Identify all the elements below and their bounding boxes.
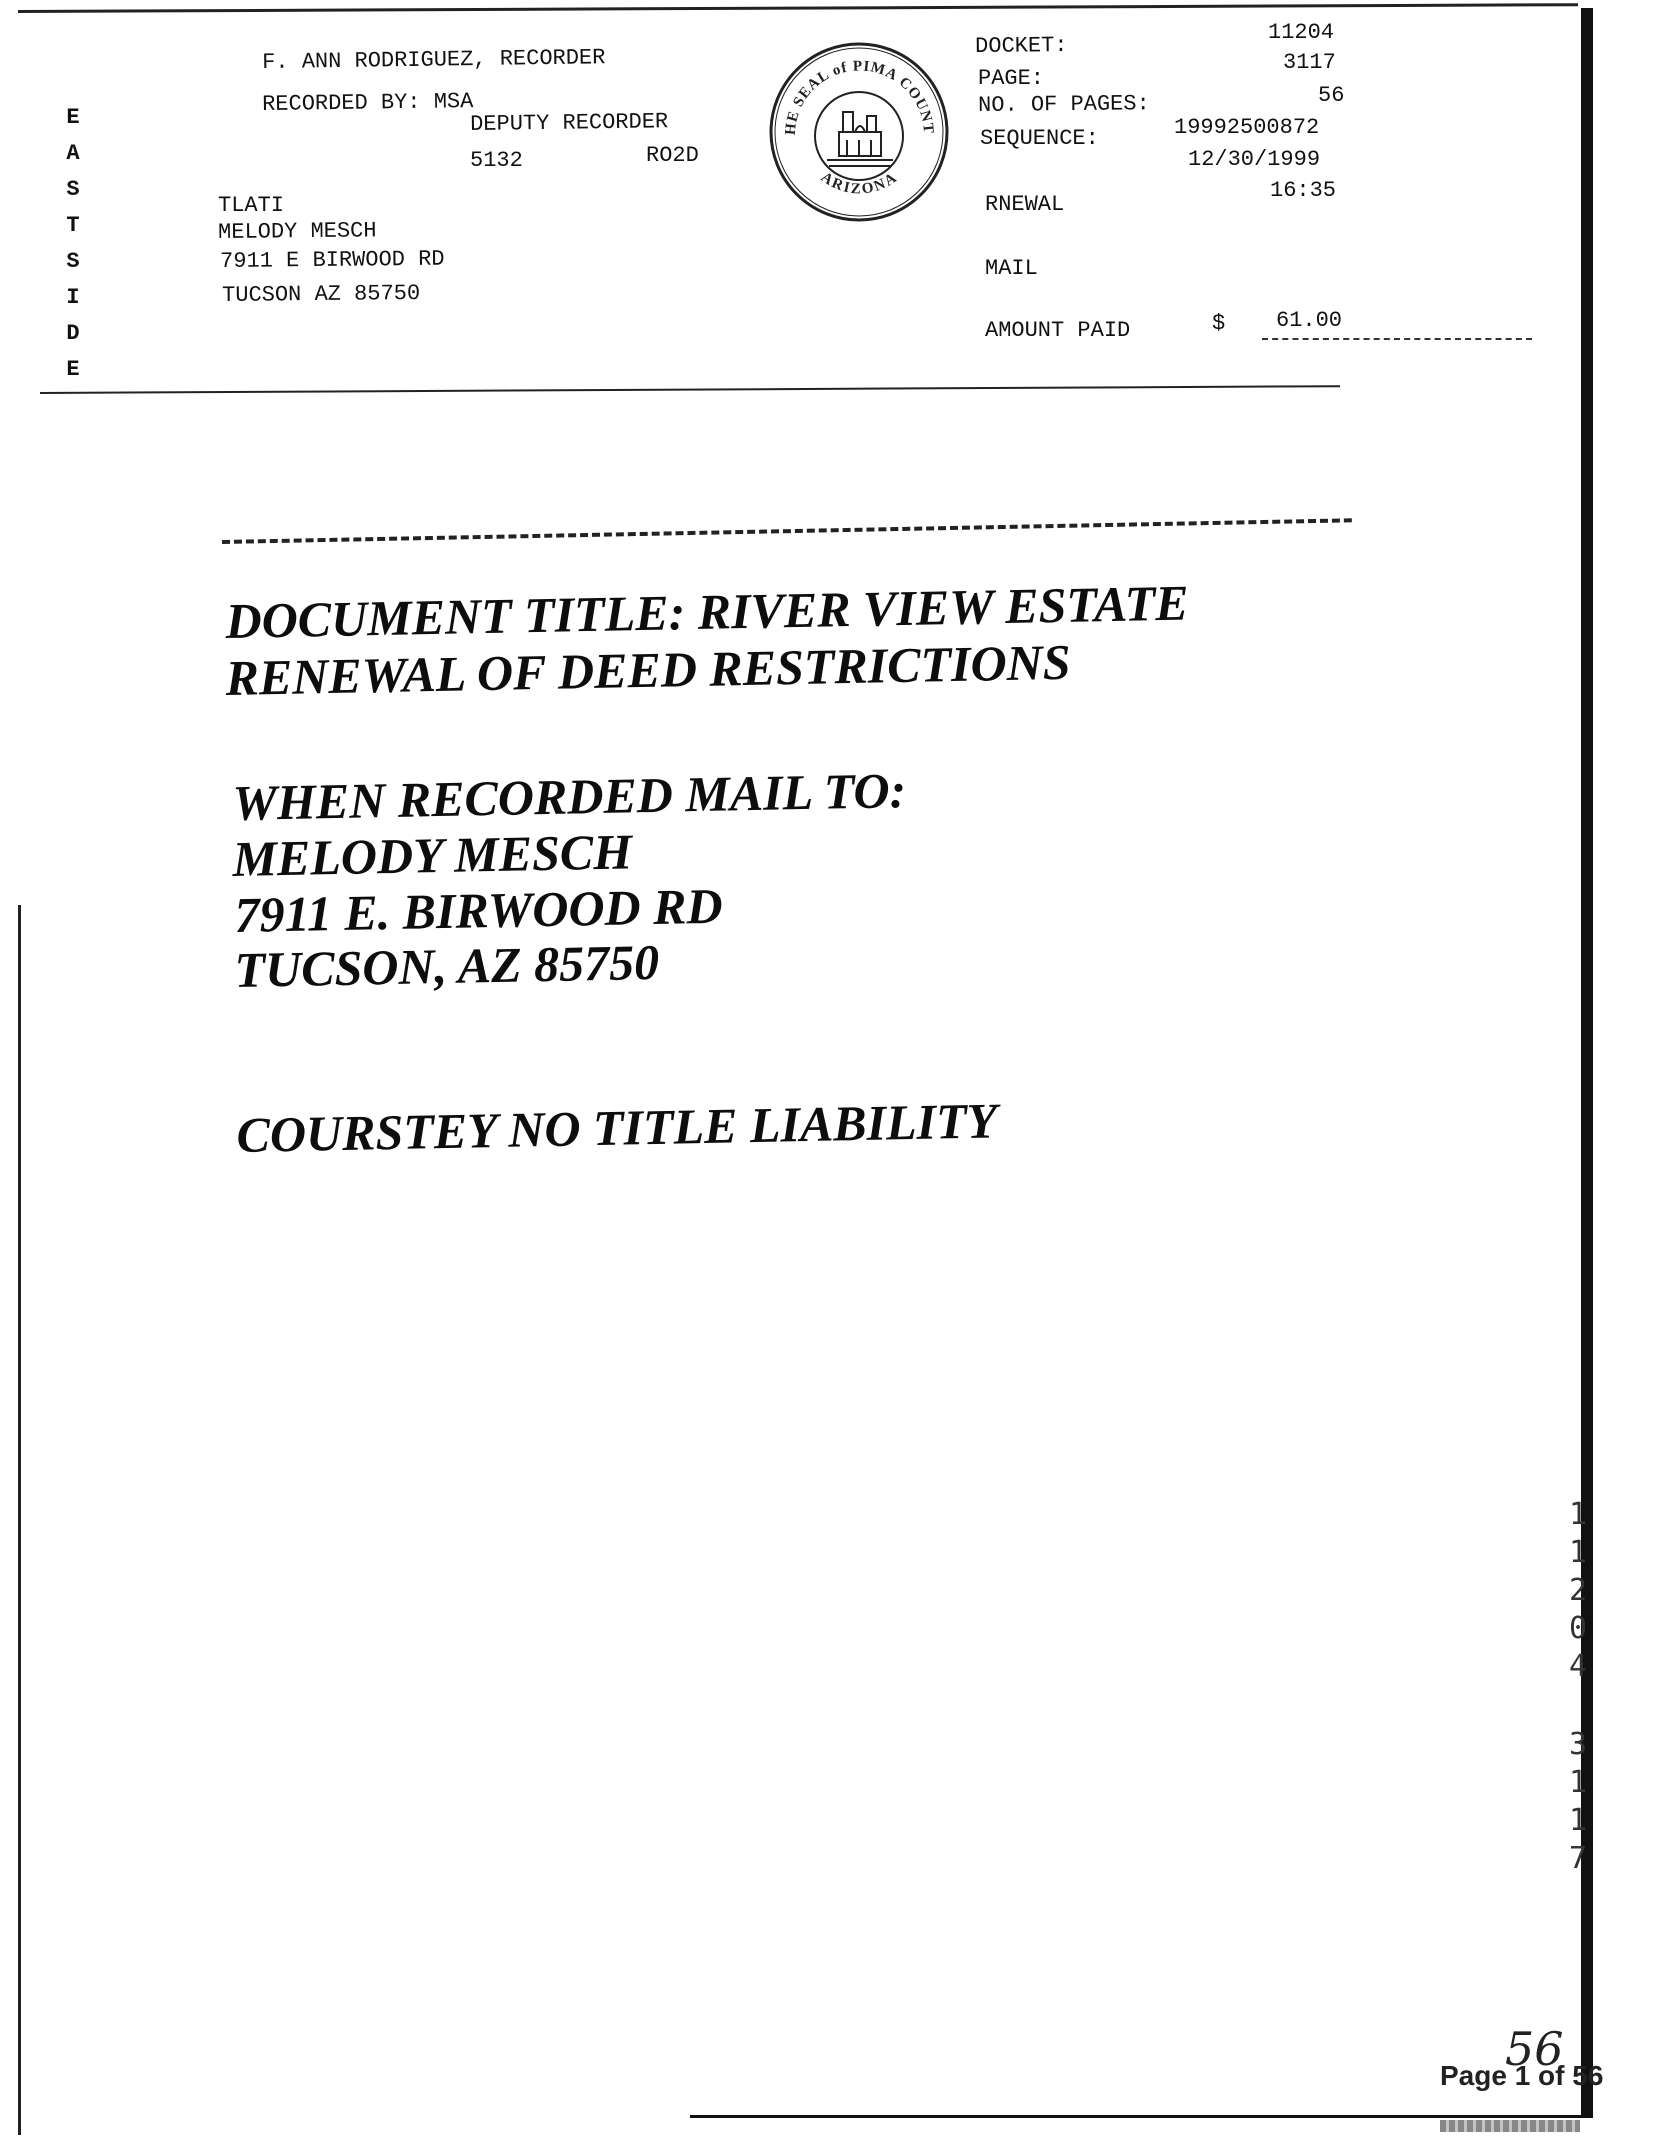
footer-print-smudge	[1440, 2120, 1580, 2132]
side-digit: 1	[1568, 1765, 1588, 1800]
deputy-code: RO2D	[646, 143, 699, 168]
num-pages-value: 56	[1318, 83, 1345, 108]
page-border-top	[18, 3, 1578, 13]
docket-label: DOCKET:	[974, 33, 1068, 59]
side-docket-number	[1558, 1497, 1598, 1882]
mail-to-city: TUCSON, AZ 85750	[233, 933, 660, 998]
pima-county-seal	[767, 40, 952, 225]
svg-text:ARIZONA	[818, 169, 901, 197]
page-border-left	[18, 905, 21, 2135]
amount-paid-label: AMOUNT PAID	[985, 318, 1131, 343]
side-digit: 1	[1568, 1497, 1588, 1532]
page-value: 3117	[1283, 50, 1336, 75]
page-number-footer: Page 1 of 56	[1440, 2060, 1604, 2091]
stamp-letter: T	[66, 213, 80, 238]
side-digit: 3	[1568, 1727, 1588, 1762]
seal-top-text: HE SEAL of PIMA COUNT	[782, 58, 937, 136]
num-pages-label: NO. OF PAGES:	[977, 91, 1150, 118]
delivery-method: MAIL	[985, 256, 1038, 281]
mail-to-name: MELODY MESCH	[231, 823, 633, 887]
svg-text:THE SEAL of PIMA COUNTY	[767, 40, 936, 136]
recorder-line: F. ANN RODRIGUEZ, RECORDER	[261, 45, 606, 75]
side-digit: 1	[1568, 1803, 1588, 1838]
record-date: 12/30/1999	[1188, 147, 1321, 172]
addressee-line: TLATI	[218, 193, 285, 218]
seal-bottom-text: ARIZONA	[817, 169, 902, 198]
docket-value: 11204	[1268, 20, 1335, 45]
stamp-letter: S	[66, 177, 80, 202]
record-time: 16:35	[1270, 178, 1337, 203]
addressee-line: MELODY MESCH	[217, 218, 377, 245]
stamp-letter: I	[66, 285, 80, 310]
deputy-number: 5132	[470, 148, 523, 173]
document-title-line1: DOCUMENT TITLE: RIVER VIEW ESTATE	[224, 574, 1190, 649]
mail-to-label: WHEN RECORDED MAIL TO:	[231, 762, 907, 831]
header-separator	[40, 385, 1340, 394]
sequence-label: SEQUENCE:	[980, 126, 1099, 151]
seal-mission-icon	[827, 112, 893, 166]
stamp-letter: S	[66, 249, 80, 274]
title-dashed-rule	[222, 518, 1352, 544]
page-border-bottom	[690, 2115, 1590, 2118]
side-digit: 4	[1568, 1649, 1588, 1684]
amount-paid-value: 61.00	[1276, 308, 1343, 333]
side-digit: 0	[1568, 1611, 1588, 1646]
stamp-letter: E	[66, 105, 80, 130]
addressee-line: 7911 E BIRWOOD RD	[219, 246, 445, 274]
deputy-recorder-label: DEPUTY RECORDER	[469, 109, 669, 137]
side-digit: 1	[1568, 1535, 1588, 1570]
document-title-line2: RENEWAL OF DEED RESTRICTIONS	[224, 633, 1072, 706]
stamp-letter: D	[66, 321, 80, 346]
stamp-letter: E	[66, 357, 80, 382]
side-digit: 7	[1568, 1841, 1588, 1876]
record-type: RNEWAL	[985, 192, 1065, 217]
addressee-line: TUCSON AZ 85750	[221, 280, 421, 308]
side-digit: 2	[1568, 1573, 1588, 1608]
mail-to-street: 7911 E. BIRWOOD RD	[233, 877, 724, 943]
currency-symbol: $	[1212, 311, 1226, 336]
page-label: PAGE:	[978, 66, 1045, 91]
amount-underline	[1262, 338, 1532, 340]
stamp-letter: A	[66, 141, 80, 166]
handwritten-page-count: 56	[1505, 2022, 1564, 2076]
eastside-vertical-stamp	[58, 105, 88, 382]
recorded-by: RECORDED BY: MSA	[261, 89, 474, 117]
title-liability-disclaimer: COURSTEY NO TITLE LIABILITY	[235, 1092, 998, 1163]
sequence-value: 19992500872	[1174, 115, 1320, 140]
